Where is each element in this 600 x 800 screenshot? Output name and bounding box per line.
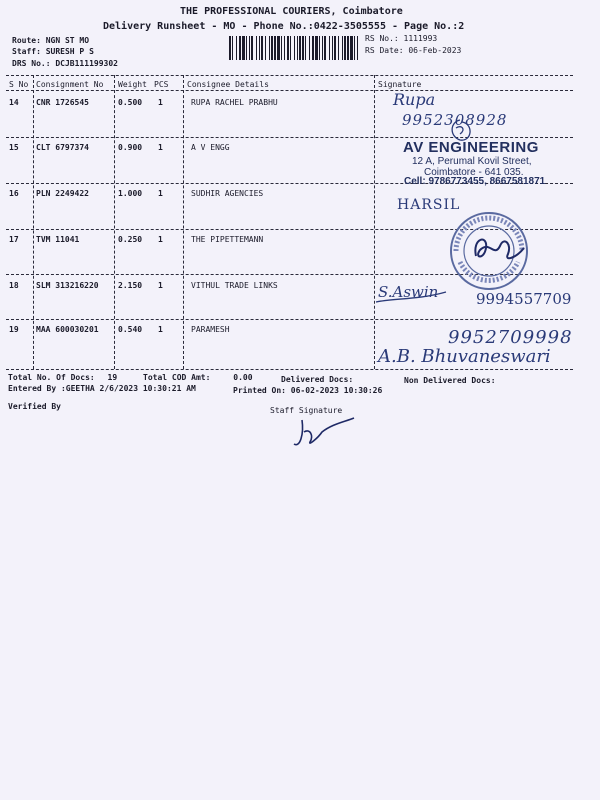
barcode-bar bbox=[338, 36, 339, 60]
barcode bbox=[228, 36, 360, 60]
handwritten-phone: 9994557709 bbox=[476, 290, 572, 308]
barcode-bar bbox=[334, 36, 336, 60]
staff-label: Staff: SURESH P S bbox=[12, 47, 94, 56]
barcode-bar bbox=[287, 36, 289, 60]
stamp-city: Coimbatore - 641 035. bbox=[424, 167, 524, 178]
total-docs bbox=[8, 373, 117, 382]
delivered-docs-label: Delivered Docs: bbox=[281, 375, 354, 384]
handwritten-phone: 9952709998 bbox=[448, 327, 573, 348]
row-sno: 15 bbox=[9, 143, 19, 152]
barcode-bar bbox=[350, 36, 353, 60]
row-consignment-no: SLM 313216220 bbox=[36, 281, 99, 290]
verified-by: Verified By bbox=[8, 402, 61, 411]
col-separator bbox=[33, 75, 34, 369]
row-weight: 0.900 bbox=[118, 143, 143, 152]
total-cod bbox=[143, 373, 253, 382]
staff-signature bbox=[292, 414, 358, 454]
col-header-sno: S No bbox=[9, 80, 29, 89]
barcode-bar bbox=[242, 36, 245, 60]
row-weight: 1.000 bbox=[118, 189, 143, 198]
barcode-bar bbox=[269, 36, 270, 60]
barcode-bar bbox=[274, 36, 276, 60]
row-consignee: PARAMESH bbox=[191, 325, 230, 334]
row-pcs: 1 bbox=[158, 143, 163, 152]
row-consignment-no: CLT 6797374 bbox=[36, 143, 89, 152]
entered-by: Entered By :GEETHA 2/6/2023 10:30:21 AM bbox=[8, 384, 196, 393]
barcode-bar bbox=[246, 36, 247, 60]
table-bottom-rule bbox=[6, 369, 573, 370]
stamp-address: 12 A, Perumal Kovil Street, bbox=[412, 156, 532, 167]
signature-underline bbox=[374, 282, 448, 306]
row-weight: 2.150 bbox=[118, 281, 143, 290]
barcode-bar bbox=[232, 36, 233, 60]
row-consignment-no: TVM 11041 bbox=[36, 235, 80, 244]
col-header-consignee: Consignee Details bbox=[187, 80, 269, 89]
row-consignment-no: MAA 600030201 bbox=[36, 325, 99, 334]
barcode-bar bbox=[302, 36, 304, 60]
barcode-bar bbox=[322, 36, 323, 60]
barcode-bar bbox=[305, 36, 306, 60]
barcode-bar bbox=[277, 36, 280, 60]
row-sno: 17 bbox=[9, 235, 19, 244]
barcode-bar bbox=[329, 36, 330, 60]
row-pcs: 1 bbox=[158, 189, 163, 198]
barcode-bar bbox=[347, 36, 349, 60]
row-consignment-no: PLN 2249422 bbox=[36, 189, 89, 198]
barcode-bar bbox=[342, 36, 343, 60]
stamp-cell: Cell: 9786773455, 8667581871 bbox=[404, 176, 546, 187]
row-divider bbox=[6, 319, 573, 320]
total-cod-label: Total COD Amt: bbox=[143, 373, 211, 382]
barcode-bar bbox=[344, 36, 346, 60]
col-separator bbox=[114, 75, 115, 369]
barcode-bar bbox=[312, 36, 314, 60]
row-consignee: THE PIPETTEMANN bbox=[191, 235, 264, 244]
handwritten-phone: 9952308928 bbox=[402, 111, 508, 129]
barcode-bar bbox=[281, 36, 282, 60]
signature-rupa: Rupa bbox=[393, 90, 436, 109]
row-pcs: 1 bbox=[158, 325, 163, 334]
col-header-pcs: PCS bbox=[154, 80, 169, 89]
col-header-weight: Weight bbox=[118, 80, 147, 89]
signature-harsil: HARSIL bbox=[397, 197, 461, 213]
barcode-bar bbox=[236, 36, 237, 60]
row-weight: 0.250 bbox=[118, 235, 143, 244]
row-sno: 16 bbox=[9, 189, 19, 198]
barcode-bar bbox=[256, 36, 257, 60]
barcode-bar bbox=[324, 36, 326, 60]
row-consignee: RUPA RACHEL PRABHU bbox=[191, 98, 278, 107]
col-separator bbox=[183, 75, 184, 369]
runsheet-title: Delivery Runsheet - MO - Phone No.:0422-3505555 - Page No.:2 bbox=[103, 21, 465, 32]
row-divider bbox=[6, 137, 573, 138]
row-weight: 0.540 bbox=[118, 325, 143, 334]
table-header-rule bbox=[6, 90, 573, 91]
barcode-bar bbox=[299, 36, 301, 60]
barcode-bar bbox=[239, 36, 241, 60]
barcode-bar bbox=[271, 36, 273, 60]
signature-scribble bbox=[470, 228, 530, 268]
row-consignee: VITHUL TRADE LINKS bbox=[191, 281, 278, 290]
stamp-company-name: AV ENGINEERING bbox=[403, 139, 539, 156]
staff-signature-label: Staff Signature bbox=[270, 406, 343, 415]
barcode-bar bbox=[290, 36, 291, 60]
barcode-bar bbox=[315, 36, 318, 60]
row-consignment-no: CNR 1726545 bbox=[36, 98, 89, 107]
row-weight: 0.500 bbox=[118, 98, 143, 107]
col-header-signature: Signature bbox=[378, 80, 422, 89]
drs-number: DRS No.: DCJB111199302 bbox=[12, 59, 118, 68]
barcode-bar bbox=[265, 36, 266, 60]
row-pcs: 1 bbox=[158, 235, 163, 244]
row-pcs: 1 bbox=[158, 98, 163, 107]
route-label: Route: NGN ST MO bbox=[12, 36, 90, 45]
barcode-bar bbox=[332, 36, 333, 60]
barcode-bar bbox=[354, 36, 355, 60]
total-cod-value: 0.00 bbox=[233, 373, 253, 382]
printed-on: Printed On: 06-02-2023 10:30:26 bbox=[233, 386, 383, 395]
rs-number: RS No.: 1111993 bbox=[365, 34, 438, 43]
barcode-bar bbox=[309, 36, 310, 60]
col-header-consignment: Consignment No bbox=[36, 80, 104, 89]
company-title: THE PROFESSIONAL COURIERS, Coimbatore bbox=[180, 6, 403, 17]
row-sno: 14 bbox=[9, 98, 19, 107]
row-consignee: SUDHIR AGENCIES bbox=[191, 189, 264, 198]
barcode-bar bbox=[294, 36, 295, 60]
total-docs-value: 19 bbox=[107, 373, 118, 382]
barcode-bar bbox=[229, 36, 231, 60]
rs-date: RS Date: 06-Feb-2023 bbox=[365, 46, 462, 55]
non-delivered-docs-label: Non Delivered Docs: bbox=[404, 376, 496, 385]
barcode-bar bbox=[319, 36, 320, 60]
row-sno: 18 bbox=[9, 281, 19, 290]
signature-name: A.B. Bhuvaneswari bbox=[378, 346, 551, 367]
barcode-bar bbox=[259, 36, 260, 60]
barcode-bar bbox=[284, 36, 285, 60]
signature-aswin: S.Aswin bbox=[378, 283, 439, 301]
row-pcs: 1 bbox=[158, 281, 163, 290]
total-docs-label: Total No. Of Docs: bbox=[8, 373, 95, 382]
row-consignee: A V ENGG bbox=[191, 143, 230, 152]
barcode-bar bbox=[357, 36, 358, 60]
table-top-rule bbox=[6, 75, 573, 76]
barcode-bar bbox=[297, 36, 298, 60]
row-sno: 19 bbox=[9, 325, 19, 334]
barcode-bar bbox=[249, 36, 250, 60]
col-separator bbox=[374, 75, 375, 369]
barcode-bar bbox=[261, 36, 263, 60]
barcode-bar bbox=[251, 36, 253, 60]
